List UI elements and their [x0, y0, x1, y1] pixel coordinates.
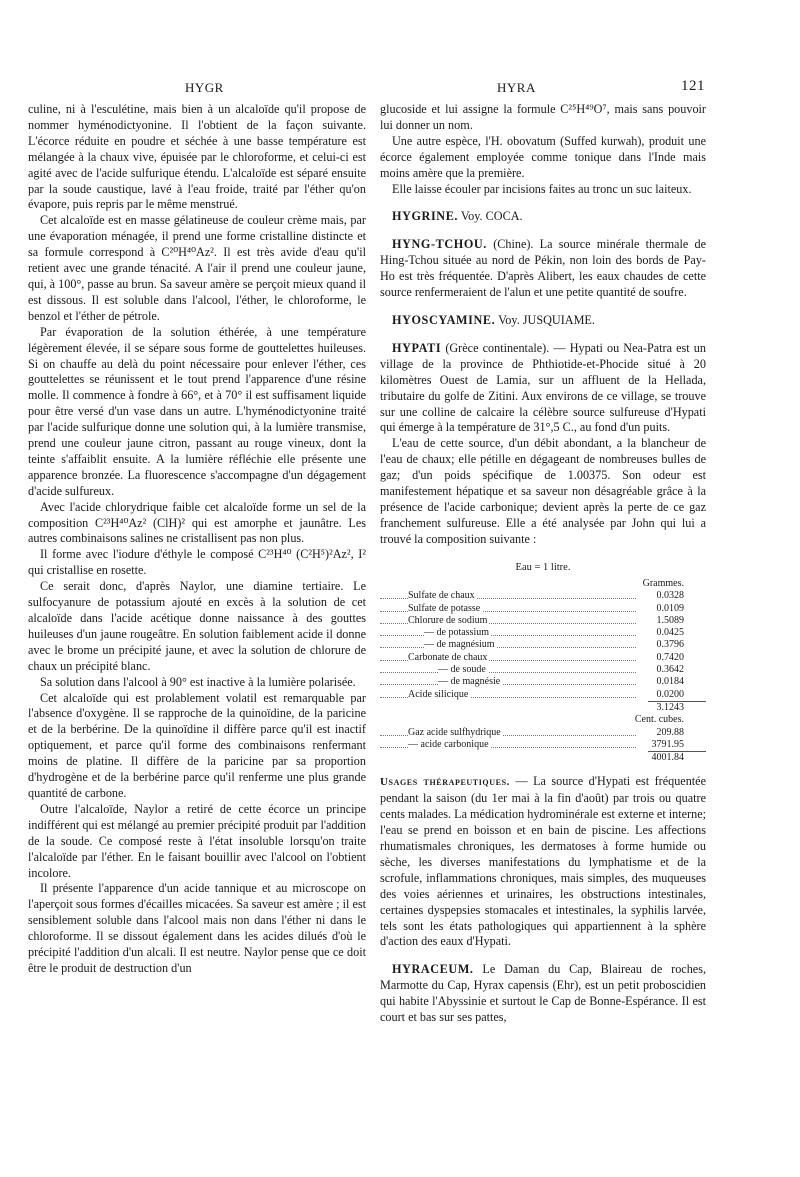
- composition-row: [380, 664, 706, 676]
- compound-value: 0.0109: [656, 602, 684, 614]
- entry-text: (Grèce continentale). — Hypati ou Nea-Patra est un village de la province de Phthiotide-et-Phocide situé à 20 kilomètres Ouest de Lamia, sur un affluent de la Hellada, tributaire du golfe de Zitini. Aux environs de ce village, se trouve sur une colline de calcaire la célèbre source sulfureuse d'Hypati qui émerge à la température de 31°,5 C., au fond d'un puits.: [380, 340, 706, 435]
- composition-row: [380, 639, 706, 651]
- dictionary-entry-hygrine: [380, 209, 706, 225]
- compound-name: Gaz acide sulfhydrique: [408, 726, 501, 738]
- compound-name: — acide carbonique: [408, 738, 489, 750]
- compound-value: 0.0328: [656, 590, 684, 602]
- total-cc: 4001.84: [648, 751, 706, 764]
- compound-value: 1.5089: [656, 614, 684, 626]
- compound-value: 0.3796: [656, 639, 684, 651]
- dictionary-entry-hypati: [380, 341, 706, 436]
- right-column: [380, 102, 706, 1026]
- entry-headword: HYRACEUM.: [392, 962, 474, 977]
- paragraph: Une autre espèce, l'H. obovatum (Suffed kurwah), produit une écorce également employée comme tonique dans l'Inde mais moins amère que la première.: [380, 133, 706, 180]
- header-left-word: HYGR: [185, 80, 224, 95]
- composition-row: [380, 603, 706, 615]
- entry-headword: HYPATI: [392, 340, 442, 355]
- leader-dots: [380, 647, 636, 648]
- total-grams: 3.1243: [648, 701, 706, 714]
- running-header: [0, 80, 800, 100]
- paragraph: Il forme avec l'iodure d'éthyle le composé C²³H⁴⁰ (C²H⁵)²Az², I² qui cristallise en rosette.: [28, 547, 366, 578]
- paragraph: Avec l'acide chlorydrique faible cet alcaloïde forme un sel de la composition C²³H⁴⁰Az² (ClH)² qui est amorphe et jaunâtre. Les autres combinaisons salines ne cristallisent pas non plus.: [28, 499, 366, 546]
- usages-text: — La source d'Hypati est fréquentée pendant la saison (du 1er mai à la fin d'août) par trois ou quatre cents malades. La médication hydrominérale est externe et interne; l'eau se prend en boisson et en bain de piscine. Les affections rhumatismales chroniques, les dermatoses à forme humide ou sèche, les diverses manifestations du lymphatisme et de la scrofule, inflammations chroniques, mais simples, des muqueuses des voies aériennes et urinaires, les obstructions intestinales, certaines dyspepsies stomacales et intestinales, la syphilis larvée, tels sont les états pathologiques qui appartiennent à la sphère d'action des eaux d'Hypati.: [380, 774, 706, 949]
- paragraph: Outre l'alcaloïde, Naylor a retiré de cette écorce un principe indifférent qui est mélangé au premier précipité produit par l'addition de la soude. Ce composé reste à l'état insoluble lorsqu'on traite l'alcaloïde par l'éther. En le faisant bouillir avec l'alcool on l'obtient incolore.: [28, 801, 366, 880]
- composition-row: [380, 689, 706, 701]
- compound-name: Sulfate de chaux: [408, 590, 475, 602]
- compound-name: Carbonate de chaux: [408, 651, 488, 663]
- compound-name: Acide silicique: [408, 688, 469, 700]
- composition-row: [380, 652, 706, 664]
- compound-name: — de magnésium: [424, 639, 495, 651]
- compound-name: — de potassium: [424, 627, 489, 639]
- dictionary-entry-hyng-tchou: [380, 237, 706, 301]
- compound-name: — de magnésie: [438, 676, 501, 688]
- usages-heading: Usages thérapeutiques.: [380, 776, 510, 789]
- composition-row: [380, 676, 706, 688]
- paragraph: Sa solution dans l'alcool à 90° est inactive à la lumière polarisée.: [40, 674, 356, 689]
- composition-rows: [380, 590, 706, 701]
- composition-row: [380, 739, 706, 751]
- compound-value: 0.0425: [656, 627, 684, 639]
- unit-label-cc: Cent. cubes.: [634, 714, 684, 726]
- composition-row: [380, 590, 706, 602]
- compound-name: Sulfate de potasse: [408, 602, 481, 614]
- paragraph: Ce serait donc, d'après Naylor, une diamine tertiaire. Le sulfocyanure de potassium ajouté en excès à la solution de cet alcaloïde dans l'acide acétique donne naissance à des gouttes huileuses d'un jaune rougeâtre. En solution faiblement acide il donne avec le brome un précipité jaune, et avec la solution de chlorure de chaux un précipité blanc.: [28, 579, 366, 673]
- entry-headword: HYNG-TCHOU.: [392, 237, 487, 252]
- compound-name: Chlorure de sodium: [408, 614, 488, 626]
- compound-value: 209.88: [656, 726, 684, 738]
- page-number: 121: [681, 78, 705, 94]
- left-column: [28, 102, 366, 977]
- dictionary-entry-hyraceum: [380, 962, 706, 1026]
- dictionary-entry-hyoscyamine: [380, 313, 706, 329]
- usages-paragraph: [380, 774, 706, 950]
- composition-row: [380, 615, 706, 627]
- compound-value: 0.3642: [656, 664, 684, 676]
- leader-dots: [380, 635, 636, 636]
- paragraph: Il présente l'apparence d'un acide tannique et au microscope on l'aperçoit sous formes d'écailles micacées. Sa saveur est amère ; il est sensiblement soluble dans l'alcool mais non dans l'éther ni dans le chloroforme. Il se dissout également dans les acides dilués d'où le précipité l'addition d'un alcali. Il est neutre. Naylor pense que ce doit être le produit de destruction d'un: [28, 881, 366, 975]
- paragraph: Elle laisse écouler par incisions faites au tronc un suc laiteux.: [392, 181, 692, 196]
- paragraph: culine, ni à l'esculétine, mais bien à un alcaloïde qu'il propose de nommer hyménodictyonine. Il l'obtient de la façon suivante. L'écorce réduite en poudre et séchée à une basse température est mélangée à la chaux vive, épuisée par le chloroforme, et celui-ci est agité avec de l'acide sulfurique étendu. L'alcaloïde est séparé ensuite par la soude caustique, lavé à l'eau froide, traité par l'éther qu'on évapore, puis repris par le même menstrué.: [28, 102, 366, 212]
- leader-dots: [380, 684, 636, 685]
- leader-dots: [380, 672, 636, 673]
- composition-row: [380, 727, 706, 739]
- entry-text: (Chine). La source minérale thermale de Hing-Tchou située au nord de Pékin, non loin des bords de Pay-Ho est très fréquentée. D'après Alibert, les eaux chaudes de cette source renfermeraient de l'alun et une petite quantité de soufre.: [380, 237, 706, 300]
- header-center-word: HYRA: [497, 80, 536, 95]
- paragraph: Cet alcaloïde qui est prolablement volatil est remarquable par l'absence d'oxygène. Il se rapproche de la quinoïdine, de la paricine et de la berbérine. De la quinoïdine il diffère parce qu'il est inactif optiquement, et parce qu'il forme des combinaisons renfermant moins de platine. Il diffère de la paricine par sa proportion d'hydrogène et de la berbérine parce qu'il renferme une plus grande quantité de carbone.: [28, 690, 366, 800]
- compound-value: 0.0184: [656, 676, 684, 688]
- entry-headword: HYGRINE.: [392, 209, 459, 224]
- compound-value: 0.0200: [656, 688, 684, 700]
- entry-text: Voy. COCA.: [458, 209, 523, 224]
- compound-name: — de soude: [438, 664, 486, 676]
- paragraph: Cet alcaloïde est en masse gélatineuse de couleur crème mais, par une évaporation ménagée, il prend une forme cristalline distincte et sa formule correspond à C²⁰H⁴⁰Az². Il est très avide d'eau qu'il retient avec une grande ténacité. A l'air il prend une couleur jaune, qui, à 100°, passe au brun. Sa saveur amère se perçoit mieux quand il est dissous. Il est soluble dans l'alcool, l'éther, le chloroforme, le benzol et l'éther de pétrole.: [28, 213, 366, 323]
- compound-value: 0.7420: [656, 651, 684, 663]
- composition-row: [380, 627, 706, 639]
- composition-table: [380, 562, 706, 765]
- entry-headword: HYOSCYAMINE.: [392, 312, 496, 327]
- entry-text: Le Daman du Cap, Blaireau de roches, Marmotte du Cap, Hyrax capensis (Ehr), est un petit proboscidien qui habite l'Abyssinie et surtout le Cap de Bonne-Espérance. Il est court et bas sur ses pattes,: [380, 962, 706, 1025]
- gas-rows: [380, 727, 706, 752]
- entry-text: Voy. JUSQUIAME.: [495, 312, 595, 327]
- composition-title: Eau = 1 litre.: [515, 561, 571, 573]
- compound-value: 3791.95: [651, 738, 684, 750]
- paragraph: glucoside et lui assigne la formule C²⁵H⁴⁹O⁷, mais sans pouvoir lui donner un nom.: [380, 102, 706, 132]
- paragraph: Par évaporation de la solution éthérée, à une température légèrement élevée, il se sépare sous forme de gouttelettes huileuses. Si on chauffe au delà du point nécessaire pour enlever l'éther, ces gouttelettes se réunissent et le tout prend l'apparence d'une résine molle. Il commence à fondre à 66°, et à 70° il est suffisament liquide pour être versé d'un vase dans un autre. L'hyménodictyonine traité par l'acide sulfurique donne une solution qui, à la lumière transmise, prend une couleur jaune citron, passant au rouge vineux, dont la teinte s'affaiblit ensuite. A la lumière réfléchie elle présente une apparence bronzée. La fluorescence s'accompagne d'un dégagement d'acide sulfureux.: [28, 324, 366, 498]
- paragraph: L'eau de cette source, d'un débit abondant, a la blancheur de l'eau de chaux; elle pétille en dégageant de nombreuses bulles de gaz; d'un poids spécifique de 1.00375. Son odeur est manifestement hépatique et sa saveur non désagréable grâce à la présence de l'acide carbonique; devient après la perte de ce gaz franchement sulfureuse. Elle a été analysée par John qui lui a trouvé la composition suivante :: [380, 436, 706, 546]
- unit-label-grams: Grammes.: [642, 577, 684, 589]
